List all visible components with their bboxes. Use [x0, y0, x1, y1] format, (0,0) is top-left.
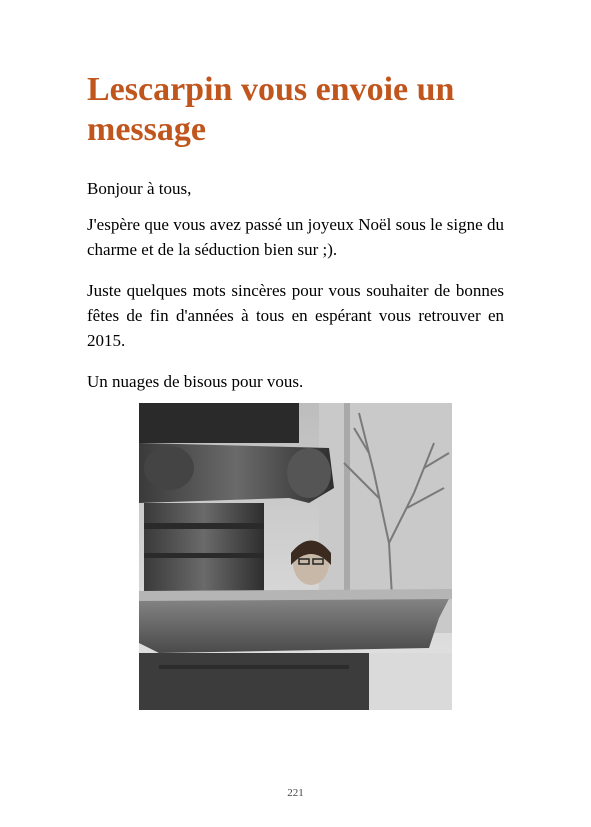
page-title: Lescarpin vous envoie un message — [87, 71, 455, 148]
wishes-paragraph: Juste quelques mots sincères pour vous souhaiter de bonnes fêtes de fin d'années à tous en espérant vous retrouver en 2015. — [87, 281, 504, 350]
fountain-photo — [139, 403, 452, 710]
closing-paragraph: Un nuages de bisous pour vous. — [87, 372, 304, 391]
greeting-paragraph: Bonjour à tous, — [87, 179, 192, 198]
christmas-paragraph: J'espère que vous avez passé un joyeux Noël sous le signe du charme et de la séduction bien sur ;). — [87, 215, 504, 259]
page-number: 221 — [287, 787, 304, 799]
